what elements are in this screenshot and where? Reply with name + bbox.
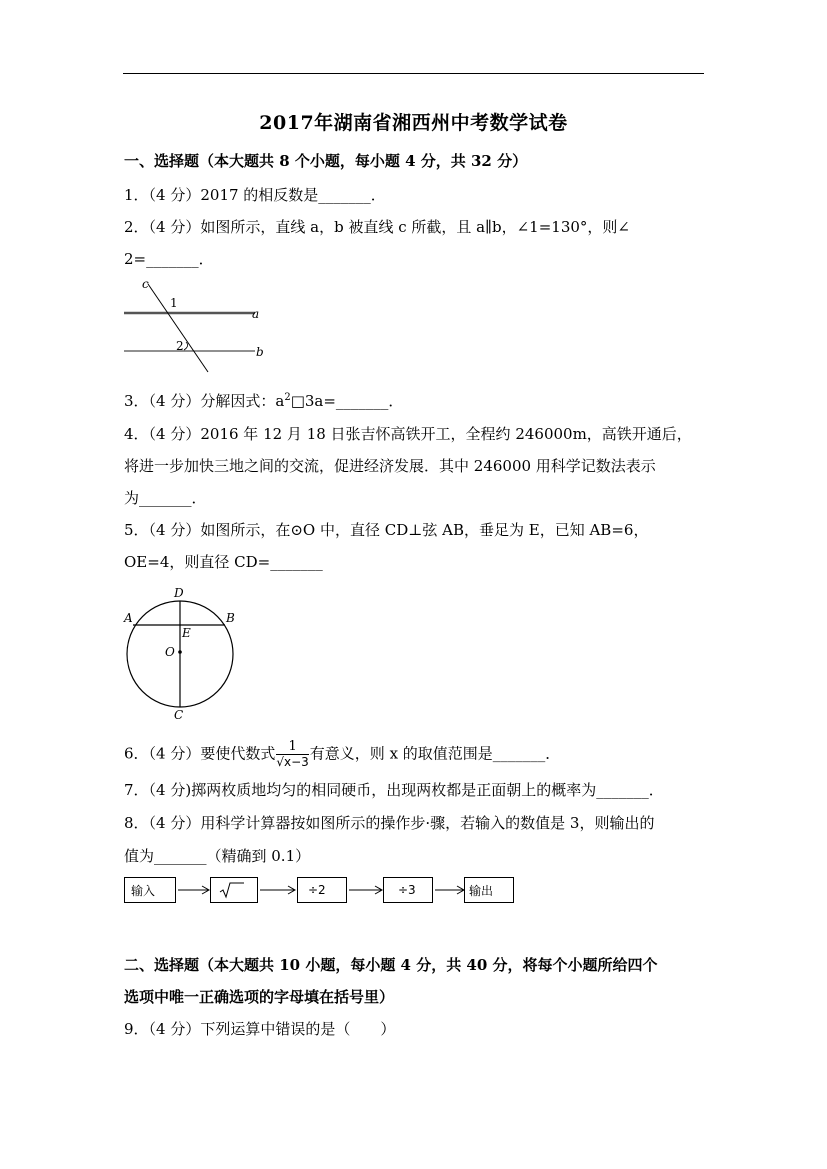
label-o: O xyxy=(165,645,175,659)
question-9: 9．（4 分）下列运算中错误的是（ ） xyxy=(124,1020,396,1038)
fraction-denominator: √x−3 xyxy=(276,755,309,769)
flow-input-box: 输入 xyxy=(124,877,176,903)
question-6-post: 有意义，则 x 的取值范围是_______． xyxy=(309,744,561,763)
label-a-point: A xyxy=(124,611,133,625)
flow-arrow-1 xyxy=(176,877,212,903)
question-3-pre: 3．（4 分）分解因式：a xyxy=(124,392,285,410)
question-4-line1: 4．（4 分）2016 年 12 月 18 日张吉怀高铁开工，全程约 246000m，高铁开通后， xyxy=(124,425,692,443)
flow-output-box: 输出 xyxy=(464,877,514,903)
question-7: 7．（4 分)掷两枚质地均匀的相同硬币，出现两枚都是正面朝上的概率为_______． xyxy=(124,781,664,799)
question-3-sup: 2 xyxy=(284,392,291,403)
label-c-point: C xyxy=(174,708,184,722)
flow-arrow-3 xyxy=(347,877,385,903)
section1-heading: 一、选择题（本大题共 8 个小题，每小题 4 分，共 32 分） xyxy=(124,152,528,170)
label-angle-1: 1 xyxy=(170,296,178,310)
angle-2-arc xyxy=(184,342,188,350)
question-8-line1: 8．（4 分）用科学计算器按如图所示的操作步·骤，若输入的数值是 3，则输出的 xyxy=(124,814,655,832)
label-c: c xyxy=(142,277,149,291)
flow-arrow-2 xyxy=(258,877,298,903)
line-c xyxy=(148,284,208,372)
question-8-line2: 值为_______（精确到 0.1） xyxy=(124,847,311,865)
question-1: 1．（4 分）2017 的相反数是_______． xyxy=(124,186,386,204)
question-4-line3: 为_______． xyxy=(124,489,207,507)
page-title: 2017年湖南省湘西州中考数学试卷 xyxy=(259,112,568,134)
question-4-line2: 将进一步加快三地之间的交流，促进经济发展．其中 246000 用科学记数法表示 xyxy=(124,457,656,475)
flow-divide3-box: ÷3 xyxy=(383,877,433,903)
label-b-point: B xyxy=(226,611,235,625)
circle-figure xyxy=(118,582,248,724)
question-5-line2: OE=4，则直径 CD=_______ xyxy=(124,553,323,571)
sqrt-icon xyxy=(219,881,245,899)
section2-heading-line1: 二、选择题（本大题共 10 小题，每小题 4 分，共 40 分，将每个小题所给四个 xyxy=(124,956,658,974)
question-6-pre: 6．（4 分）要使代数式 xyxy=(124,744,276,763)
question-3-post: □3a=_______． xyxy=(290,392,404,410)
question-5-line1: 5．（4 分）如图所示，在⊙O 中，直径 CD⊥弦 AB，垂足为 E，已知 AB=6， xyxy=(124,521,649,539)
label-e: E xyxy=(182,626,191,640)
question-2-line1: 2．（4 分）如图所示，直线 a，b 被直线 c 所截，且 a∥b，∠1=130°，则∠ xyxy=(124,218,630,236)
parallel-lines-figure xyxy=(120,276,270,376)
fraction xyxy=(276,740,308,769)
label-b: b xyxy=(256,345,264,359)
question-2-line2: 2=_______． xyxy=(124,250,214,268)
flow-divide2-box: ÷2 xyxy=(297,877,347,903)
center-point xyxy=(178,650,182,654)
question-6 xyxy=(124,740,560,769)
fraction-numerator: 1 xyxy=(288,739,297,754)
question-3 xyxy=(124,390,403,411)
label-a: a xyxy=(252,307,260,321)
label-d: D xyxy=(174,586,184,600)
header-rule xyxy=(123,73,704,74)
flow-arrow-4 xyxy=(433,877,467,903)
flow-sqrt-box xyxy=(210,877,258,903)
section2-heading-line2: 选项中唯一正确选项的字母填在括号里） xyxy=(124,988,395,1006)
label-angle-2: 2 xyxy=(176,339,184,353)
